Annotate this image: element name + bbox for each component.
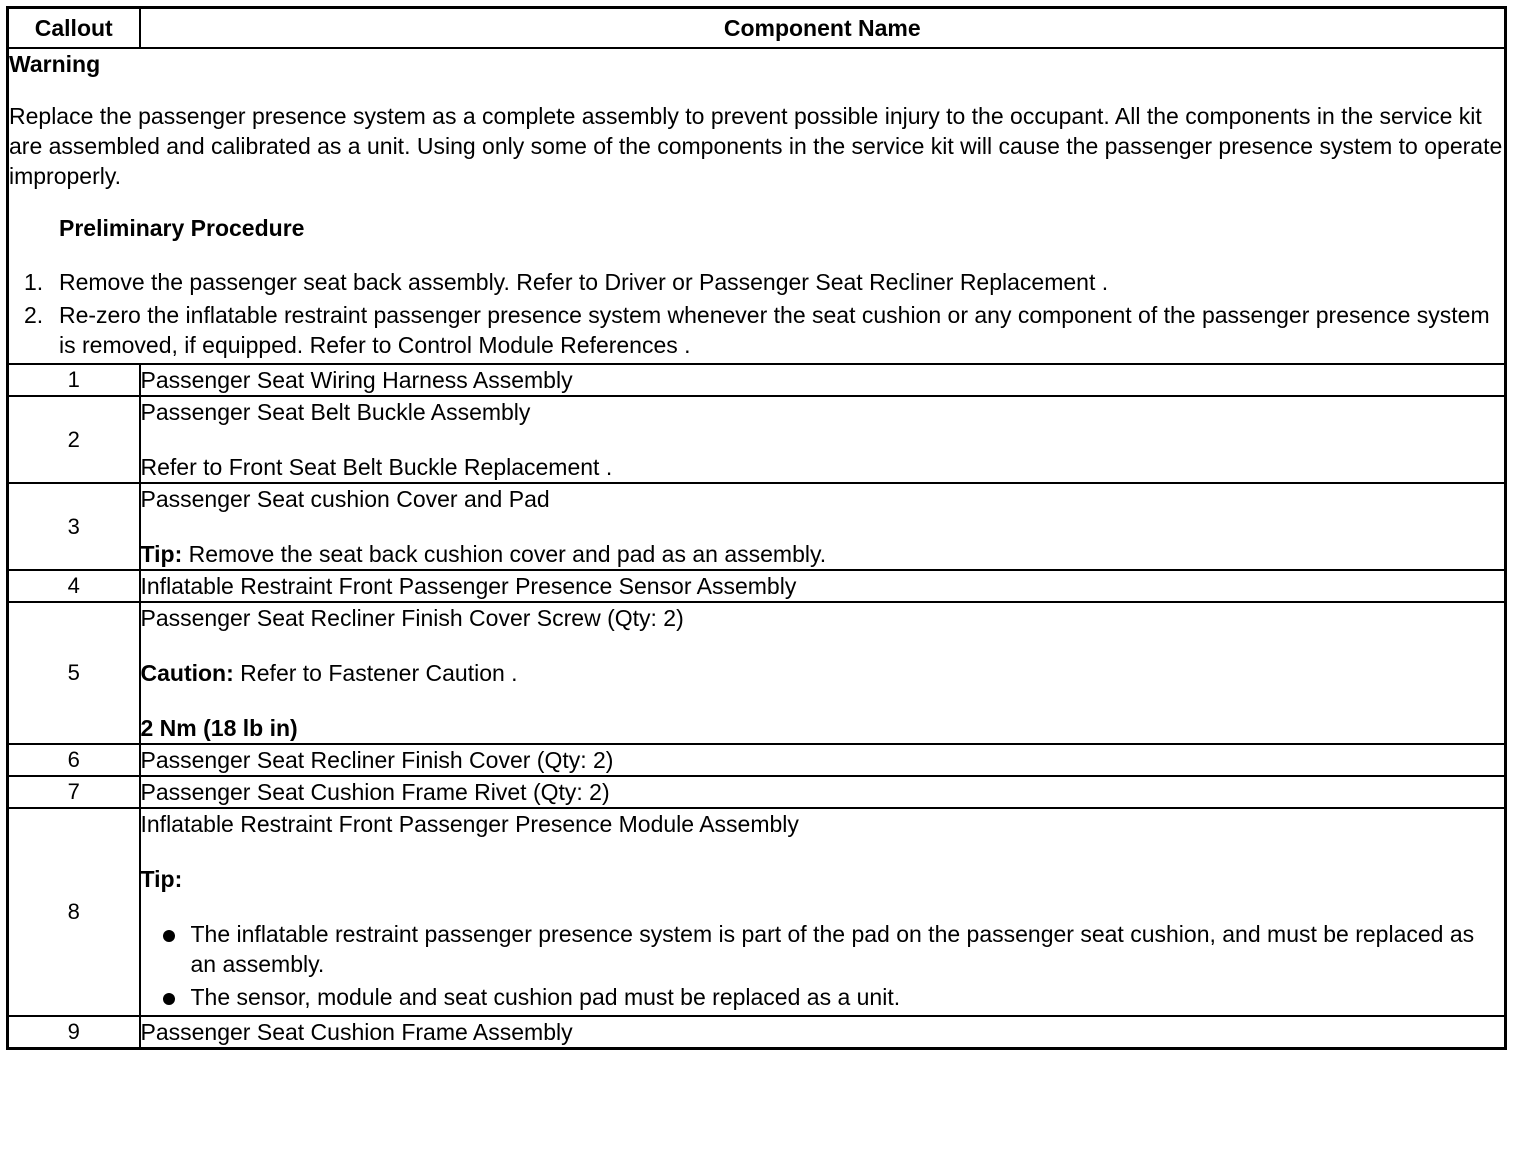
component-cell <box>140 483 1506 570</box>
table-row <box>8 364 1506 396</box>
step-number: 2. <box>24 302 44 328</box>
procedure-steps <box>9 267 1504 360</box>
callout-header: Callout <box>8 8 140 49</box>
component-cell <box>140 602 1506 744</box>
callout-number: 5 <box>8 602 140 744</box>
component-name: Passenger Seat Belt Buckle Assembly <box>140 399 531 425</box>
procedure-step <box>24 300 1504 360</box>
table-row <box>8 744 1506 776</box>
tip-label: Tip: <box>140 541 183 567</box>
torque-spec: 2 Nm (18 lb in) <box>140 715 298 741</box>
callout-number: 3 <box>8 483 140 570</box>
step-text: Remove the passenger seat back assembly. Refer to Driver or Passenger Seat Recliner Replacement . <box>59 269 1109 295</box>
warning-row <box>8 48 1506 364</box>
warning-text: Replace the passenger presence system as a complete assembly to prevent possible injury to the occupant. All the components in the service kit are assembled and calibrated as a unit. Using only some of the components in the service kit will cause the passenger presence system to operate improperly. <box>9 103 1503 189</box>
caution-text: Refer to Fastener Caution . <box>233 660 518 686</box>
callout-number: 2 <box>8 396 140 483</box>
table-row <box>8 396 1506 483</box>
warning-title: Warning <box>9 51 101 77</box>
table-row <box>8 776 1506 808</box>
table-row <box>8 1016 1506 1049</box>
tip-label: Tip: <box>140 866 183 892</box>
warning-cell <box>8 48 1506 364</box>
preliminary-procedure-title: Preliminary Procedure <box>59 215 305 241</box>
tip-text: Remove the seat back cushion cover and pad as an assembly. <box>182 541 827 567</box>
step-text: Re-zero the inflatable restraint passenger presence system whenever the seat cushion or any component of the passenger presence system is removed, if equipped. Refer to Control Module References . <box>59 302 1490 358</box>
component-name: Passenger Seat Recliner Finish Cover (Qty: 2) <box>140 744 1506 776</box>
tip-item-text: The sensor, module and seat cushion pad must be replaced as a unit. <box>190 984 901 1010</box>
reference-note: Refer to Front Seat Belt Buckle Replacement . <box>140 454 613 480</box>
table-row <box>8 602 1506 744</box>
tip-list <box>141 919 1505 1012</box>
bullet-icon <box>163 930 175 942</box>
component-table <box>6 6 1507 1050</box>
header-row <box>8 8 1506 49</box>
table-row <box>8 808 1506 1016</box>
component-name: Passenger Seat Cushion Frame Assembly <box>140 1016 1506 1049</box>
tip-item-text: The inflatable restraint passenger presence system is part of the pad on the passenger seat cushion, and must be replaced as an assembly. <box>190 921 1475 977</box>
table-row <box>8 570 1506 602</box>
callout-number: 6 <box>8 744 140 776</box>
callout-number: 1 <box>8 364 140 396</box>
tip-item <box>191 982 1505 1012</box>
component-name: Inflatable Restraint Front Passenger Presence Sensor Assembly <box>140 570 1506 602</box>
step-number: 1. <box>24 269 44 295</box>
component-name: Passenger Seat Recliner Finish Cover Screw (Qty: 2) <box>140 605 684 631</box>
table-row <box>8 483 1506 570</box>
callout-number: 8 <box>8 808 140 1016</box>
tip-item <box>191 919 1505 979</box>
caution-note <box>141 658 1505 688</box>
callout-number: 7 <box>8 776 140 808</box>
component-name: Passenger Seat cushion Cover and Pad <box>140 486 550 512</box>
tip-note <box>141 539 1505 569</box>
callout-number: 9 <box>8 1016 140 1049</box>
component-cell <box>140 808 1506 1016</box>
component-cell <box>140 396 1506 483</box>
component-name: Passenger Seat Wiring Harness Assembly <box>140 364 1506 396</box>
component-name: Inflatable Restraint Front Passenger Presence Module Assembly <box>140 811 799 837</box>
procedure-step <box>24 267 1504 297</box>
caution-label: Caution: <box>140 660 234 686</box>
callout-number: 4 <box>8 570 140 602</box>
component-name-header: Component Name <box>140 8 1506 49</box>
component-name: Passenger Seat Cushion Frame Rivet (Qty: 2) <box>140 776 1506 808</box>
bullet-icon <box>163 993 175 1005</box>
